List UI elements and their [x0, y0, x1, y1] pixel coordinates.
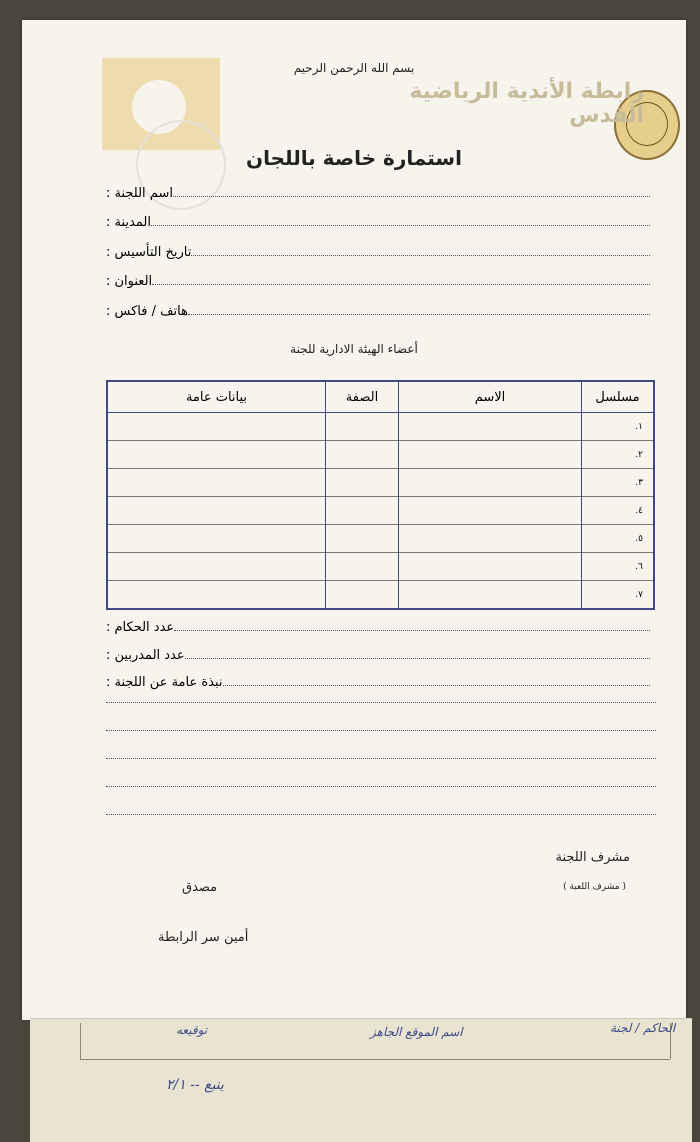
- handwritten-name: اسم الموقع الجاهز: [370, 1025, 463, 1039]
- field-phone-fax[interactable]: [106, 304, 656, 319]
- organization-name: [409, 80, 644, 128]
- field-label: العنوان :: [106, 274, 153, 289]
- field-referees-count[interactable]: [106, 620, 656, 635]
- handwritten-note: ينبع -- ٢/١: [166, 1077, 224, 1093]
- org-line-1: رابطة الأندية الرياضية: [409, 79, 644, 104]
- field-city[interactable]: [106, 215, 656, 230]
- members-table: [106, 380, 655, 610]
- certified-label: مصدق: [182, 880, 218, 895]
- col-name: الاسم: [399, 381, 582, 413]
- overview-line[interactable]: [106, 814, 656, 815]
- row-number: ٦.: [582, 553, 655, 581]
- form-sheet: [22, 20, 686, 1020]
- members-section-title: أعضاء الهيئة الادارية للجنة: [290, 342, 418, 356]
- row-number: ٧.: [582, 581, 655, 610]
- attached-card: [30, 1018, 692, 1142]
- row-number: ٣.: [582, 469, 655, 497]
- table-row: [107, 525, 654, 553]
- handwritten-role: الحاكم / لجنة: [610, 1021, 676, 1035]
- table-row: [107, 469, 654, 497]
- overview-line[interactable]: [106, 758, 656, 759]
- field-label: اسم اللجنة :: [106, 186, 173, 201]
- row-number: ٤.: [582, 497, 655, 525]
- table-row: [107, 553, 654, 581]
- supervisor-label: مشرف اللجنة: [555, 850, 630, 865]
- field-label: عدد المدربين :: [106, 648, 185, 663]
- field-label: المدينة :: [106, 215, 151, 230]
- handwritten-signature: توقيعه: [176, 1023, 208, 1037]
- field-label: هاتف / فاكس :: [106, 304, 188, 319]
- supervisor-note: ( مشرف اللعبة ): [563, 882, 626, 892]
- col-serial: مسلسل: [582, 381, 655, 413]
- field-coaches-count[interactable]: [106, 648, 656, 663]
- basmala: بسم الله الرحمن الرحيم: [293, 61, 415, 75]
- table-row: [107, 413, 654, 441]
- field-committee-name[interactable]: [106, 186, 656, 201]
- col-role: الصفة: [326, 381, 399, 413]
- field-address[interactable]: [106, 274, 656, 289]
- form-title: استمارة خاصة باللجان: [246, 146, 462, 170]
- row-number: ٥.: [582, 525, 655, 553]
- field-label: عدد الحكام :: [106, 620, 175, 635]
- table-row: [107, 497, 654, 525]
- org-line-2: القدس: [569, 103, 644, 128]
- secretary-label: أمين سر الرابطة: [158, 930, 249, 945]
- row-number: ٢.: [582, 441, 655, 469]
- field-committee-overview[interactable]: [106, 675, 656, 690]
- field-label: نبذة عامة عن اللجنة :: [106, 675, 223, 690]
- table-row: [107, 441, 654, 469]
- field-founded-date[interactable]: [106, 245, 656, 260]
- row-number: ١.: [582, 413, 655, 441]
- overview-line[interactable]: [106, 786, 656, 787]
- field-label: تاريخ التأسيس :: [106, 245, 192, 260]
- overview-line[interactable]: [106, 702, 656, 703]
- overview-line[interactable]: [106, 730, 656, 731]
- table-row: [107, 581, 654, 610]
- col-general-data: بيانات عامة: [107, 381, 326, 413]
